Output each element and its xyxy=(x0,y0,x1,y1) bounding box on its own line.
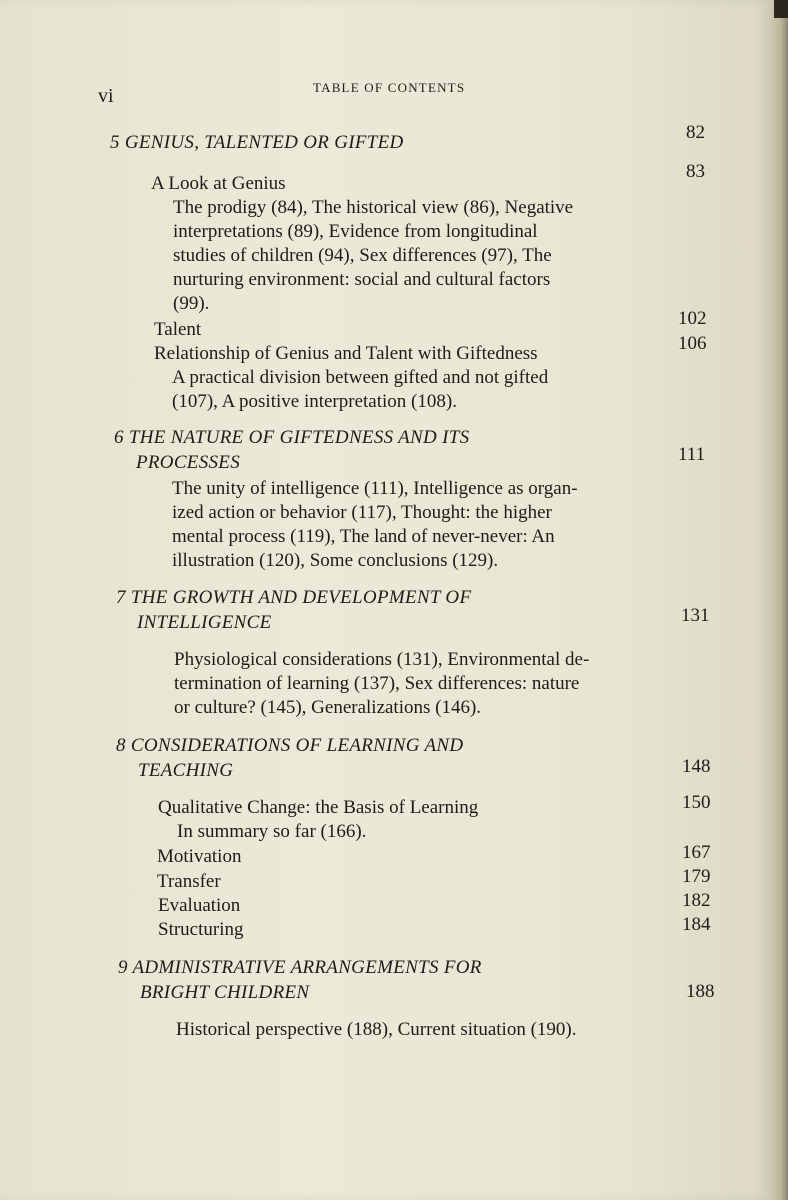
subtopic-line: mental process (119), The land of never-never: An xyxy=(172,526,555,547)
chapter-9-title-cont: BRIGHT CHILDREN xyxy=(140,982,310,1003)
background-corner xyxy=(774,0,788,18)
section-relationship: Relationship of Genius and Talent with Giftedness xyxy=(154,343,538,364)
chapter-6-page: 111 xyxy=(678,444,706,465)
chapter-9-title: 9 ADMINISTRATIVE ARRANGEMENTS FOR xyxy=(118,957,482,978)
chapter-6-title: 6 THE NATURE OF GIFTEDNESS AND ITS xyxy=(114,427,470,448)
section-evaluation-page: 182 xyxy=(682,890,711,911)
subtopic-line: ized action or behavior (117), Thought: the higher xyxy=(172,502,552,523)
section-relationship-page: 106 xyxy=(678,333,707,354)
chapter-5-page: 82 xyxy=(686,122,705,143)
subtopic-line: nurturing environment: social and cultural factors xyxy=(173,269,551,290)
subtopic-line: (107), A positive interpretation (108). xyxy=(172,391,457,412)
section-qualitative-change-page: 150 xyxy=(682,792,711,813)
section-talent: Talent xyxy=(154,319,202,340)
page-folio: vi xyxy=(98,85,114,107)
subtopic-line: (99). xyxy=(173,293,210,314)
section-qualitative-change: Qualitative Change: the Basis of Learning xyxy=(158,797,479,818)
chapter-8-title: 8 CONSIDERATIONS OF LEARNING AND xyxy=(116,735,464,756)
subtopic-line: or culture? (145), Generalizations (146). xyxy=(174,697,482,718)
section-look-at-genius: A Look at Genius xyxy=(151,173,286,194)
section-motivation-page: 167 xyxy=(682,842,711,863)
subtopic-line: illustration (120), Some conclusions (129). xyxy=(172,550,499,571)
section-structuring: Structuring xyxy=(158,919,244,940)
chapter-8-title-cont: TEACHING xyxy=(138,760,234,781)
section-structuring-page: 184 xyxy=(682,914,711,935)
chapter-5-title: 5 GENIUS, TALENTED OR GIFTED xyxy=(110,132,404,153)
subtopic-line: Physiological considerations (131), Environmental de- xyxy=(174,649,590,670)
chapter-6-title-cont: PROCESSES xyxy=(136,452,241,473)
section-motivation: Motivation xyxy=(157,846,242,867)
subtopic-line: In summary so far (166). xyxy=(177,821,367,842)
subtopic-line: The prodigy (84), The historical view (86), Negative xyxy=(173,197,574,218)
section-talent-page: 102 xyxy=(678,308,707,329)
chapter-7-title-cont: INTELLIGENCE xyxy=(137,612,272,633)
subtopic-line: A practical division between gifted and not gifted xyxy=(172,367,549,388)
subtopic-line: termination of learning (137), Sex differences: nature xyxy=(174,673,580,694)
section-evaluation: Evaluation xyxy=(158,895,241,916)
running-head: TABLE OF CONTENTS xyxy=(313,80,466,95)
chapter-9-page: 188 xyxy=(686,981,715,1002)
chapter-8-page: 148 xyxy=(682,756,711,777)
page-edge xyxy=(770,0,788,1200)
subtopic-line: Historical perspective (188), Current situation (190). xyxy=(176,1019,577,1040)
section-look-at-genius-page: 83 xyxy=(686,161,705,182)
subtopic-line: The unity of intelligence (111), Intelligence as organ- xyxy=(172,478,578,499)
section-transfer-page: 179 xyxy=(682,866,711,887)
chapter-7-title: 7 THE GROWTH AND DEVELOPMENT OF xyxy=(116,587,472,608)
subtopic-line: studies of children (94), Sex differences (97), The xyxy=(173,245,552,266)
chapter-7-page: 131 xyxy=(681,605,710,626)
section-transfer: Transfer xyxy=(157,871,221,892)
subtopic-line: interpretations (89), Evidence from longitudinal xyxy=(173,221,538,242)
